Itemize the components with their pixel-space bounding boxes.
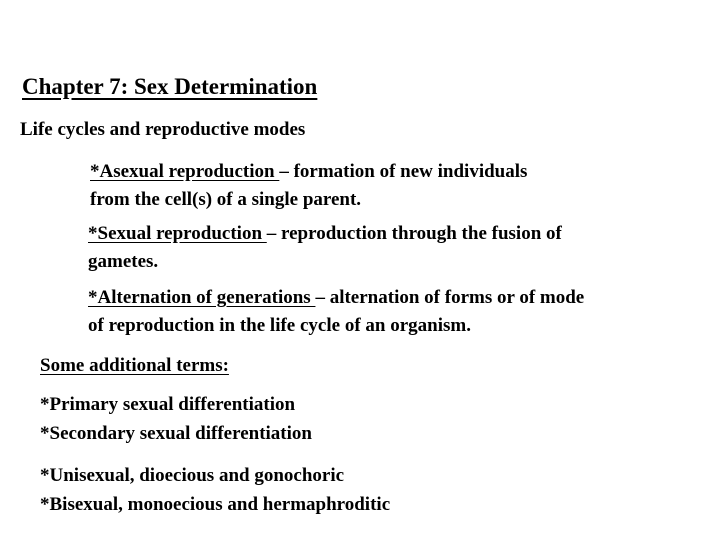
definition-line bbox=[88, 220, 562, 248]
definition-term: *Sexual reproduction bbox=[88, 223, 267, 244]
additional-terms-heading: Some additional terms: bbox=[40, 355, 229, 376]
list-item: *Primary sexual differentiation bbox=[40, 394, 296, 415]
list-item: *Unisexual, dioecious and gonochoric bbox=[40, 465, 345, 486]
definition-asexual-reproduction bbox=[90, 158, 527, 214]
terms-list-sexuality bbox=[40, 461, 390, 519]
terms-list-differentiation bbox=[40, 390, 312, 448]
page-title: Chapter 7: Sex Determination bbox=[22, 74, 318, 99]
definition-text: – reproduction through the fusion of bbox=[266, 223, 562, 244]
definition-term: *Asexual reproduction bbox=[90, 161, 280, 182]
definition-text: – formation of new individuals bbox=[279, 161, 528, 182]
definition-text: – alternation of forms or of mode bbox=[315, 287, 585, 308]
definition-alternation-of-generations bbox=[88, 284, 584, 340]
definition-line bbox=[88, 284, 584, 312]
definition-line bbox=[90, 158, 527, 186]
definition-text-continued: from the cell(s) of a single parent. bbox=[90, 189, 362, 210]
definition-sexual-reproduction bbox=[88, 220, 562, 276]
section-subtitle: Life cycles and reproductive modes bbox=[20, 119, 306, 140]
list-item: *Bisexual, monoecious and hermaphroditic bbox=[40, 494, 391, 515]
list-item: *Secondary sexual differentiation bbox=[40, 423, 312, 444]
definition-text-continued: gametes. bbox=[88, 251, 159, 272]
definition-term: *Alternation of generations bbox=[88, 287, 316, 308]
definition-text-continued: of reproduction in the life cycle of an organism. bbox=[88, 315, 471, 336]
